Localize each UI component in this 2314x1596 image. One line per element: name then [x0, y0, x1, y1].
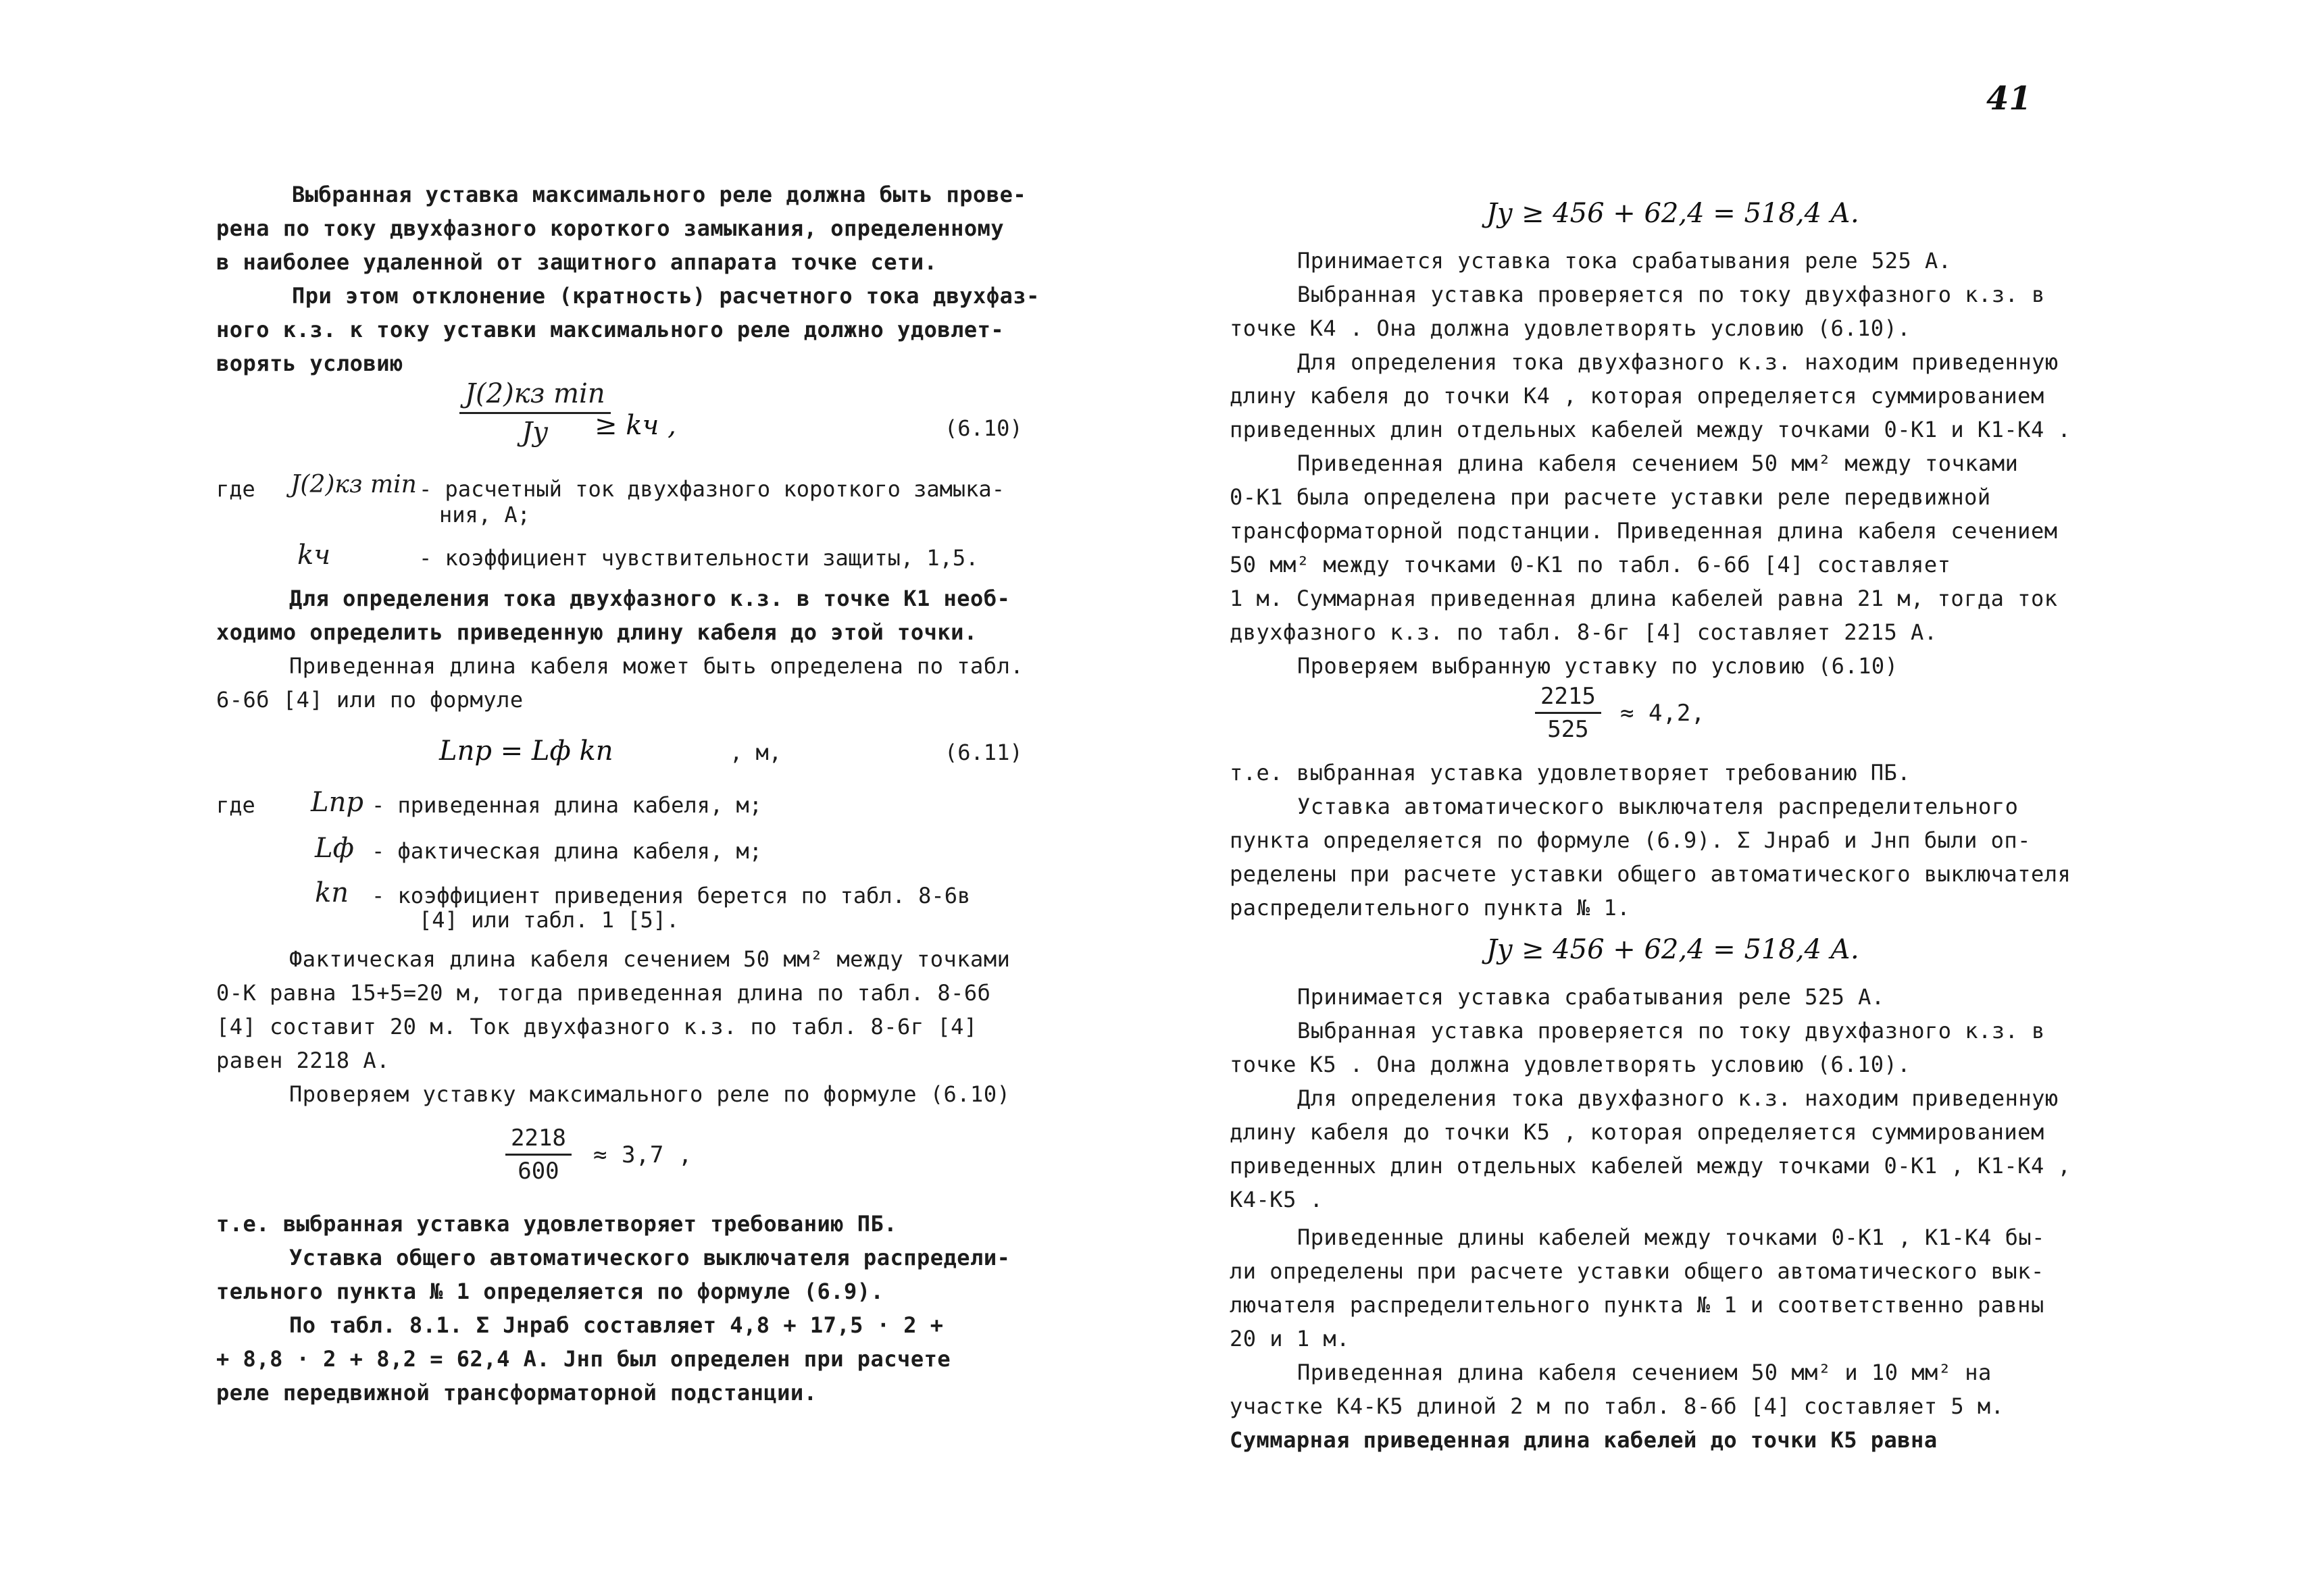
- text-line: 1 м. Суммарная приведенная длина кабелей равна 21 м, тогда ток: [1230, 586, 2058, 611]
- text-line: точке K5 . Она должна удовлетворять условию (6.10).: [1230, 1052, 1911, 1077]
- where-symbol: Lф: [315, 833, 354, 864]
- equation-number: (6.11): [945, 740, 1023, 765]
- text-line: K4-K5 .: [1230, 1187, 1324, 1212]
- text-line: Фактическая длина кабеля сечением 50 мм² между точками: [289, 946, 1011, 972]
- where-text: ния, А;: [439, 502, 530, 527]
- text-line: Для определения тока двухфазного к.з. находим приведенную: [1297, 349, 2059, 375]
- where-symbol: kч: [297, 540, 331, 571]
- equation-number: (6.10): [945, 415, 1023, 441]
- text-line: равен 2218 А.: [216, 1048, 390, 1073]
- text-line: Проверяем выбранную уставку по условию (6.10): [1297, 653, 1898, 679]
- formula-mid: Jу ≥ 456 + 62,4 = 518,4 А.: [1486, 934, 1859, 965]
- fraction-denominator: 600: [518, 1158, 559, 1185]
- where-label: где: [216, 476, 255, 502]
- text-line: длину кабеля до точки K4 , которая определяется суммированием: [1230, 383, 2044, 409]
- text-line: По табл. 8.1. Σ Jнраб составляет 4,8 + 17,5 · 2 +: [289, 1312, 944, 1338]
- where-text: - коэффициент чувствительности защиты, 1,5.: [419, 545, 979, 571]
- text-line: Принимается уставка тока срабатывания реле 525 А.: [1297, 248, 1952, 274]
- page-number: 41: [1986, 80, 2032, 118]
- text-line: приведенных длин отдельных кабелей между точками 0-K1 , K1-K4 ,: [1230, 1153, 2071, 1179]
- text-line: Выбранная уставка проверяется по току двухфазного к.з. в: [1297, 1018, 2045, 1044]
- where-text: - расчетный ток двухфазного короткого замыка-: [419, 476, 1005, 502]
- text-line: ли определены при расчете уставки общего автоматического вык-: [1230, 1258, 2044, 1284]
- text-line: Выбранная уставка максимального реле должна быть прове-: [292, 182, 1027, 207]
- where-text: - приведенная длина кабеля, м;: [372, 792, 762, 818]
- text-line: т.е. выбранная уставка удовлетворяет требованию ПБ.: [1230, 760, 1911, 786]
- text-line: участке K4-K5 длиной 2 м по табл. 8-6б [4] составляет 5 м.: [1230, 1393, 2005, 1419]
- where-symbol: kп: [315, 877, 349, 908]
- text-line: Приведенная длина кабеля сечением 50 мм² и 10 мм² на: [1297, 1360, 1992, 1385]
- text-line: 0-K равна 15+5=20 м, тогда приведенная длина по табл. 8-6б: [216, 980, 991, 1006]
- formula-denominator: Jу: [522, 417, 549, 448]
- check-fraction: [505, 1124, 572, 1185]
- text-line: + 8,8 · 2 + 8,2 = 62,4 А. Jнп был определен при расчете: [216, 1346, 951, 1372]
- fraction-denominator: 525: [1547, 716, 1589, 743]
- right-page: [1157, 0, 2314, 1596]
- text-line: ходимо определить приведенную длину кабеля до этой точки.: [216, 619, 978, 645]
- text-line: Суммарная приведенная длина кабелей до точки K5 равна: [1230, 1427, 1938, 1453]
- text-line: 0-K1 была определена при расчете уставки реле передвижной: [1230, 484, 1991, 510]
- text-line: длину кабеля до точки K5 , которая определяется суммированием: [1230, 1119, 2044, 1145]
- formula-unit: , м,: [730, 740, 782, 765]
- formula-6-11: Lпр = Lф kп: [439, 736, 613, 767]
- text-line: реле передвижной трансформаторной подстанции.: [216, 1380, 818, 1406]
- where-text: - коэффициент приведения берется по табл. 8-6в: [372, 883, 971, 908]
- check-fraction: [1535, 682, 1601, 744]
- text-line: ного к.з. к току уставки максимального реле должно удовлет-: [216, 317, 1005, 342]
- formula-numerator: J(2)кз min: [459, 377, 611, 414]
- where-label: где: [216, 792, 255, 818]
- text-line: Приведенная длина кабеля сечением 50 мм² между точками: [1297, 451, 2019, 476]
- text-line: Для определения тока двухфазного к.з. в точке K1 необ-: [289, 586, 1011, 611]
- text-line: пункта определяется по формуле (6.9). Σ Jнраб и Jнп были оп-: [1230, 827, 2031, 853]
- text-line: двухфазного к.з. по табл. 8-6г [4] составляет 2215 А.: [1230, 619, 1938, 645]
- text-line: 20 и 1 м.: [1230, 1326, 1350, 1352]
- fraction-numerator: 2215: [1535, 682, 1601, 714]
- text-line: При этом отклонение (кратность) расчетного тока двухфаз-: [292, 283, 1040, 309]
- text-line: Для определения тока двухфазного к.з. находим приведенную: [1297, 1085, 2059, 1111]
- text-line: распределительного пункта № 1.: [1230, 895, 1630, 921]
- text-line: Принимается уставка срабатывания реле 525 А.: [1297, 984, 1885, 1010]
- formula-6-10: [459, 377, 611, 449]
- text-line: Выбранная уставка проверяется по току двухфазного к.з. в: [1297, 282, 2045, 307]
- formula-top: Jу ≥ 456 + 62,4 = 518,4 А.: [1486, 198, 1859, 229]
- text-line: [4] составит 20 м. Ток двухфазного к.з. по табл. 8-6г [4]: [216, 1014, 978, 1039]
- fraction-rhs: ≈ 3,7 ,: [593, 1141, 693, 1168]
- text-line: 6-6б [4] или по формуле: [216, 687, 524, 713]
- text-line: Проверяем уставку максимального реле по формуле (6.10): [289, 1081, 1011, 1107]
- text-line: ворять условию: [216, 351, 403, 376]
- text-line: Уставка автоматического выключателя распределительного: [1297, 794, 2019, 819]
- fraction-rhs: ≈ 4,2,: [1620, 700, 1705, 727]
- text-line: т.е. выбранная уставка удовлетворяет требованию ПБ.: [216, 1211, 898, 1237]
- where-symbol: Lпр: [311, 787, 363, 818]
- text-line: ределены при расчете уставки общего автоматического выключателя: [1230, 861, 2071, 887]
- text-line: трансформаторной подстанции. Приведенная длина кабеля сечением: [1230, 518, 2058, 544]
- text-line: приведенных длин отдельных кабелей между точками 0-K1 и K1-K4 .: [1230, 417, 2071, 442]
- where-text: [4] или табл. 1 [5].: [419, 907, 680, 933]
- text-line: Уставка общего автоматического выключателя распредели-: [289, 1245, 1011, 1270]
- fraction-numerator: 2218: [505, 1124, 572, 1156]
- text-line: 50 мм² между точками 0-K1 по табл. 6-6б [4] составляет: [1230, 552, 1951, 577]
- text-line: Приведенная длина кабеля может быть определена по табл.: [289, 653, 1024, 679]
- text-line: Приведенные длины кабелей между точками 0-K1 , K1-K4 бы-: [1297, 1225, 2045, 1250]
- text-line: рена по току двухфазного короткого замыкания, определенному: [216, 215, 1005, 241]
- formula-rhs: ≥ kч ,: [595, 410, 676, 441]
- text-line: тельного пункта № 1 определяется по формуле (6.9).: [216, 1279, 884, 1304]
- where-symbol: J(2)кз min: [291, 471, 417, 498]
- text-line: в наиболее удаленной от защитного аппарата точке сети.: [216, 249, 938, 275]
- where-text: - фактическая длина кабеля, м;: [372, 838, 762, 864]
- text-line: лючателя распределительного пункта № 1 и соответственно равны: [1230, 1292, 2044, 1318]
- text-line: точке K4 . Она должна удовлетворять условию (6.10).: [1230, 315, 1911, 341]
